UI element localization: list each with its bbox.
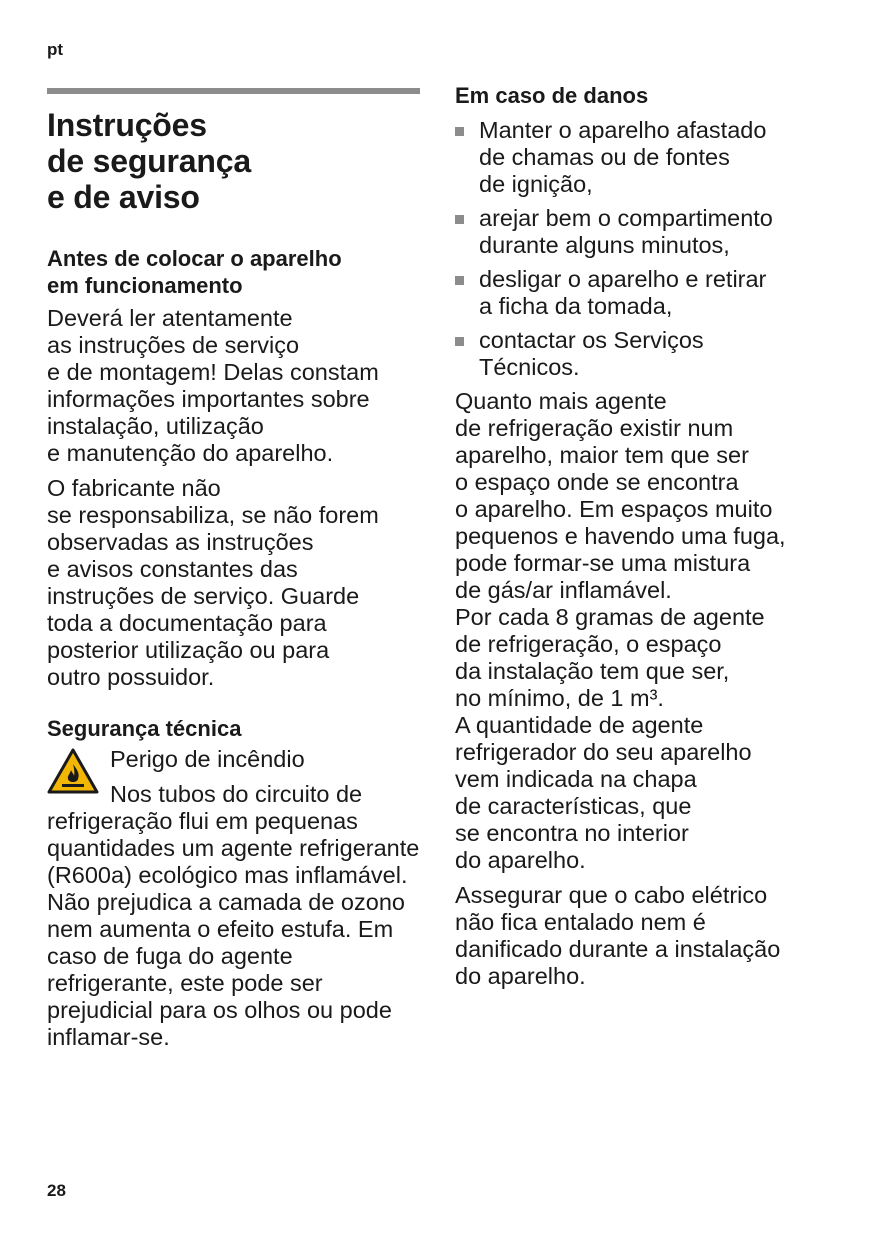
paragraph-manufacturer-liability: O fabricante não se responsabiliza, se não forem observadas as instruções e avisos constantes das instruções de serviço. Guarde toda a documentação para posterior utilização ou para outro possuidor. xyxy=(47,475,379,690)
paragraph-rating-plate: A quantidade de agente refrigerador do seu aparelho vem indicada na chapa de características, que se encontra no interior do aparelho. xyxy=(455,712,752,873)
square-bullet-icon xyxy=(455,276,464,285)
list-item: arejar bem o compartimento durante alguns minutos, xyxy=(455,205,835,259)
section-heading-technical-safety: Segurança técnica xyxy=(47,716,242,741)
square-bullet-icon xyxy=(455,337,464,346)
warning-title: Perigo de incêndio xyxy=(110,746,305,772)
page-number: 28 xyxy=(47,1181,66,1200)
warning-body: Nos tubos do circuito de refrigeração flui em pequenas quantidades um agente refrigerante (R600a) ecológico mas inflamável. Não prejudica a camada de ozono nem aumenta o efeito estufa. Em caso de fuga do agente refrigerante, este pode ser prejudicial para os olhos ou pode inflamar-se. xyxy=(47,781,420,1050)
left-column xyxy=(47,88,420,1059)
square-bullet-icon xyxy=(455,215,464,224)
list-item: Manter o aparelho afastado de chamas ou de fontes de ignição, xyxy=(455,117,835,198)
paragraph-read-instructions: Deverá ler atentamente as instruções de serviço e de montagem! Delas constam informações importantes sobre instalação, utilização e manutenção do aparelho. xyxy=(47,305,379,466)
damage-steps-list xyxy=(455,117,835,381)
right-column xyxy=(455,82,835,998)
square-bullet-icon xyxy=(455,127,464,136)
section-heading-damage: Em caso de danos xyxy=(455,83,649,108)
section-heading-before-use: Antes de colocar o aparelho em funcionamento xyxy=(47,246,342,298)
title-rule xyxy=(47,88,420,94)
list-item: desligar o aparelho e retirar a ficha da tomada, xyxy=(455,266,835,320)
paragraph-grams-per-volume: Por cada 8 gramas de agente de refrigeração, o espaço da instalação tem que ser, no mínimo, de 1 m³. xyxy=(455,604,765,711)
list-item: contactar os Serviços Técnicos. xyxy=(455,327,835,381)
fire-hazard-icon xyxy=(47,748,99,794)
language-code: pt xyxy=(47,40,64,59)
page-title: Instruções de segurança e de aviso xyxy=(47,107,251,215)
paragraph-refrigerant-space: Quanto mais agente de refrigeração existir num aparelho, maior tem que ser o espaço onde se encontra o aparelho. Em espaços muito pequenos e havendo uma fuga, pode formar-se uma mistura de gás/ar inflamável. xyxy=(455,388,786,603)
paragraph-power-cable: Assegurar que o cabo elétrico não fica entalado nem é danificado durante a instalação do aparelho. xyxy=(455,882,781,989)
fire-warning xyxy=(47,746,420,1051)
